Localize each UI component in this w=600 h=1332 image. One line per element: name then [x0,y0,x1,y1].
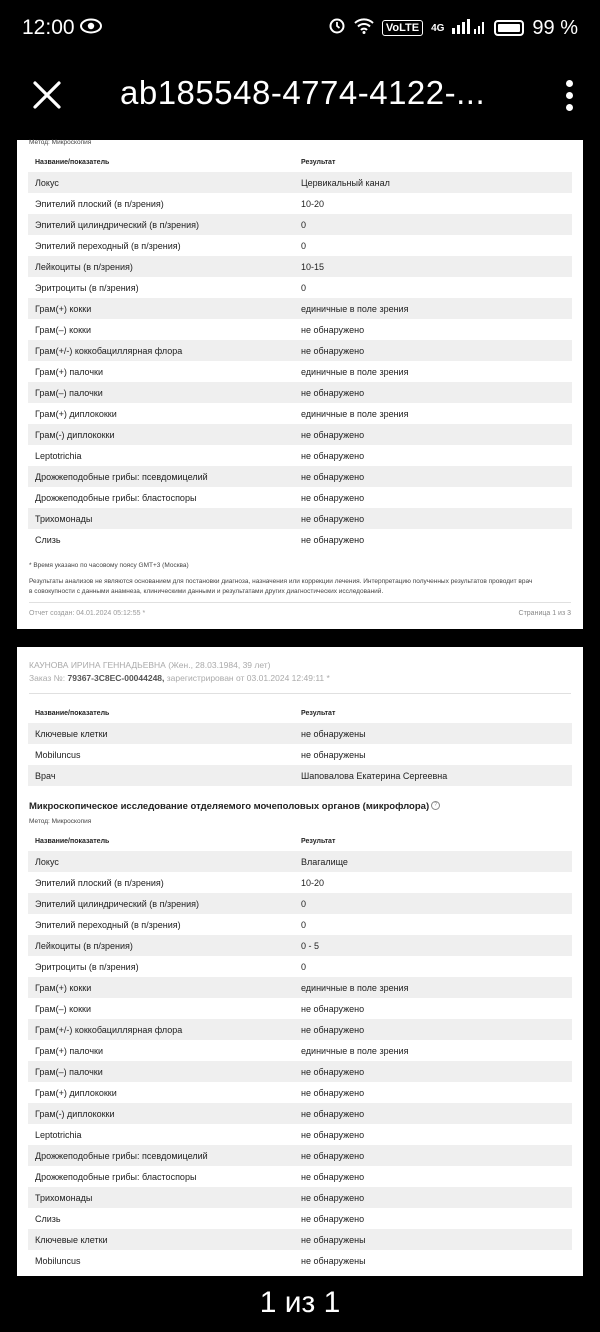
row-value: единичные в поле зрения [301,983,409,993]
table-row [28,1250,572,1271]
row-name: Mobiluncus [35,750,81,760]
table-row [28,1166,572,1187]
method-label: Метод: Микроскопия [29,139,92,146]
results-table-microflora [28,833,572,1271]
table-row [28,1082,572,1103]
page-indicator: 1 из 1 [259,1286,341,1319]
row-name: Дрожжеподобные грибы: псевдомицелий [35,1151,208,1161]
row-value: Влагалище [301,857,348,867]
row-name: Грам(+) палочки [35,367,104,377]
table-header: Название/показатель Результат [35,710,336,717]
table-row [28,1019,572,1040]
row-name: Эпителий переходный (в п/зрения) [35,241,181,251]
row-value: не обнаружены [301,1256,366,1266]
row-value: единичные в поле зрения [301,304,409,314]
row-name: Грам(-) диплококки [35,1109,115,1119]
row-value: не обнаружено [301,1088,365,1098]
row-name: Лейкоциты (в п/зрения) [35,262,133,272]
row-value: 0 [301,283,307,293]
row-value: не обнаружено [301,472,365,482]
section-title: Микроскопическое исследование отделяемого мочеполовых органов (микрофлора) ? [29,801,440,812]
row-name: Грам(+) кокки [35,304,92,314]
battery-icon [494,20,524,36]
row-value: не обнаружено [301,1214,365,1224]
row-value: не обнаружены [301,1235,366,1245]
row-name: Грам(+/-) коккобациллярная флора [35,1025,183,1035]
table-row [28,235,572,256]
status-bar [0,0,600,58]
table-row [28,508,572,529]
row-value: не обнаружено [301,1004,365,1014]
patient-info: КАУНОВА ИРИНА ГЕННАДЬЕВНА (Жен., 28.03.1984, 39 лет) [29,660,271,670]
row-value: не обнаружено [301,535,365,545]
row-name: Эпителий цилиндрический (в п/зрения) [35,899,199,909]
row-value: не обнаружены [301,750,366,760]
table-row [28,872,572,893]
row-name: Эритроциты (в п/зрения) [35,962,139,972]
row-value: не обнаружено [301,451,365,461]
row-value: Цервикальный канал [301,178,390,188]
status-icons [328,16,578,40]
row-value: 0 - 5 [301,941,320,951]
order-number: 79367-3C8EC-00044248, [67,673,165,683]
results-table [28,154,572,550]
row-name: Ключевые клетки [35,1235,108,1245]
row-value: не обнаружено [301,1151,365,1161]
footer-divider [29,602,571,603]
row-name: Грам(+/-) коккобациллярная флора [35,346,183,356]
page-number: Страница 1 из 3 [518,610,571,617]
row-value: не обнаружено [301,1172,365,1182]
header-divider [29,693,571,694]
table-row [28,1229,572,1250]
table-row [28,1040,572,1061]
row-value: не обнаружено [301,514,365,524]
table-row [28,893,572,914]
row-name: Трихомонады [35,514,93,524]
row-name: Трихомонады [35,1193,93,1203]
table-row [28,340,572,361]
table-row [28,744,572,765]
battery-level: 99 % [532,16,578,39]
timezone-note: * Время указано по часовому поясу GMT+3 (Москва) [29,562,189,569]
row-value: 10-20 [301,878,325,888]
row-value: 0 [301,920,307,930]
table-row [28,1124,572,1145]
row-name: Leptotrichia [35,451,82,461]
row-name: Эпителий цилиндрический (в п/зрения) [35,220,199,230]
row-name: Врач [35,771,56,781]
table-row [28,319,572,340]
row-name: Дрожжеподобные грибы: бластоспоры [35,1172,197,1182]
row-value: 10-20 [301,199,325,209]
order-info [29,673,330,683]
row-name: Leptotrichia [35,1130,82,1140]
row-name: Грам(–) кокки [35,325,92,335]
row-value: не обнаружено [301,346,365,356]
volte-badge: VoLTE [382,20,423,36]
row-name: Грам(+) палочки [35,1046,104,1056]
table-row [28,765,572,786]
more-options-icon[interactable] [564,80,574,114]
row-value: не обнаружено [301,1025,365,1035]
network-generation: 4G [431,22,445,34]
row-name: Локус [35,857,59,867]
app-toolbar [0,58,600,140]
table-row [28,487,572,508]
row-name: Грам(+) диплококки [35,409,117,419]
row-value: единичные в поле зрения [301,409,409,419]
alarm-icon [328,16,346,40]
row-name: Эпителий плоский (в п/зрения) [35,878,164,888]
table-header: Название/показатель Результат [35,159,336,166]
row-value: 0 [301,241,307,251]
document-title: ab185548-4774-4122-... [120,74,486,111]
table-row [28,723,572,744]
table-row [28,403,572,424]
table-row [28,466,572,487]
disclaimer-line-1: Результаты анализов не являются основанием для постановки диагноза, назначения или коррекции лечения. Интерпретацию полученных результатов проводит врач [29,578,533,585]
report-created: Отчет создан: 04.01.2024 05:12:55 * [29,610,146,617]
table-row [28,214,572,235]
row-name: Дрожжеподобные грибы: псевдомицелий [35,472,208,482]
table-row [28,382,572,403]
row-value: не обнаружено [301,1109,365,1119]
document-page-2[interactable] [17,647,583,1277]
table-row [28,361,572,382]
clock: 12:00 [22,16,75,39]
table-row [28,977,572,998]
row-name: Грам(-) диплококки [35,430,115,440]
row-name: Лейкоциты (в п/зрения) [35,941,133,951]
table-row [28,1145,572,1166]
wifi-icon [354,17,374,40]
row-name: Грам(–) кокки [35,1004,92,1014]
table-row [28,172,572,193]
row-value: не обнаружено [301,325,365,335]
row-value: не обнаружено [301,1193,365,1203]
bottom-bar [0,1276,600,1332]
table-row [28,1208,572,1229]
table-row [28,277,572,298]
table-row [28,998,572,1019]
table-row [28,1061,572,1082]
row-name: Грам(–) палочки [35,1067,103,1077]
table-row [28,914,572,935]
row-name: Слизь [35,535,61,545]
row-value: 0 [301,899,307,909]
table-row [28,529,572,550]
row-name: Эпителий переходный (в п/зрения) [35,920,181,930]
row-name: Эпителий плоский (в п/зрения) [35,199,164,209]
row-value: не обнаружено [301,388,365,398]
close-icon[interactable] [30,78,64,112]
row-name: Грам(–) палочки [35,388,103,398]
table-header: Название/показатель Результат [35,838,336,845]
method-label: Метод: Микроскопия [29,818,92,825]
signal-icon [452,17,486,40]
row-value: 10-15 [301,262,325,272]
order-label: Заказ №: [29,673,66,683]
row-value: не обнаружены [301,729,366,739]
eye-icon [80,17,102,40]
row-value: не обнаружено [301,1067,365,1077]
row-value: 0 [301,220,307,230]
table-row [28,935,572,956]
row-value: Шаповалова Екатерина Сергеевна [301,771,448,781]
row-value: не обнаружено [301,1130,365,1140]
table-row [28,193,572,214]
table-row [28,256,572,277]
table-row [28,851,572,872]
row-name: Ключевые клетки [35,729,108,739]
document-page-1[interactable] [17,140,583,629]
table-row [28,424,572,445]
row-name: Эритроциты (в п/зрения) [35,283,139,293]
results-table-top [28,705,572,786]
row-value: единичные в поле зрения [301,1046,409,1056]
row-value: не обнаружено [301,493,365,503]
table-row [28,1103,572,1124]
help-icon[interactable]: ? [431,801,440,810]
table-row [28,1187,572,1208]
row-value: 0 [301,962,307,972]
table-row [28,445,572,466]
row-value: единичные в поле зрения [301,367,409,377]
row-name: Дрожжеподобные грибы: бластоспоры [35,493,197,503]
disclaimer-line-2: в совокупности с данными анамнеза, клиническими данными и результатами других диагностических исследований. [29,588,384,595]
row-name: Грам(+) кокки [35,983,92,993]
row-value: не обнаружено [301,430,365,440]
order-registered: зарегистрирован от 03.01.2024 12:49:11 * [166,673,330,683]
row-name: Локус [35,178,59,188]
row-name: Слизь [35,1214,61,1224]
table-row [28,956,572,977]
table-row [28,298,572,319]
row-name: Грам(+) диплококки [35,1088,117,1098]
row-name: Mobiluncus [35,1256,81,1266]
